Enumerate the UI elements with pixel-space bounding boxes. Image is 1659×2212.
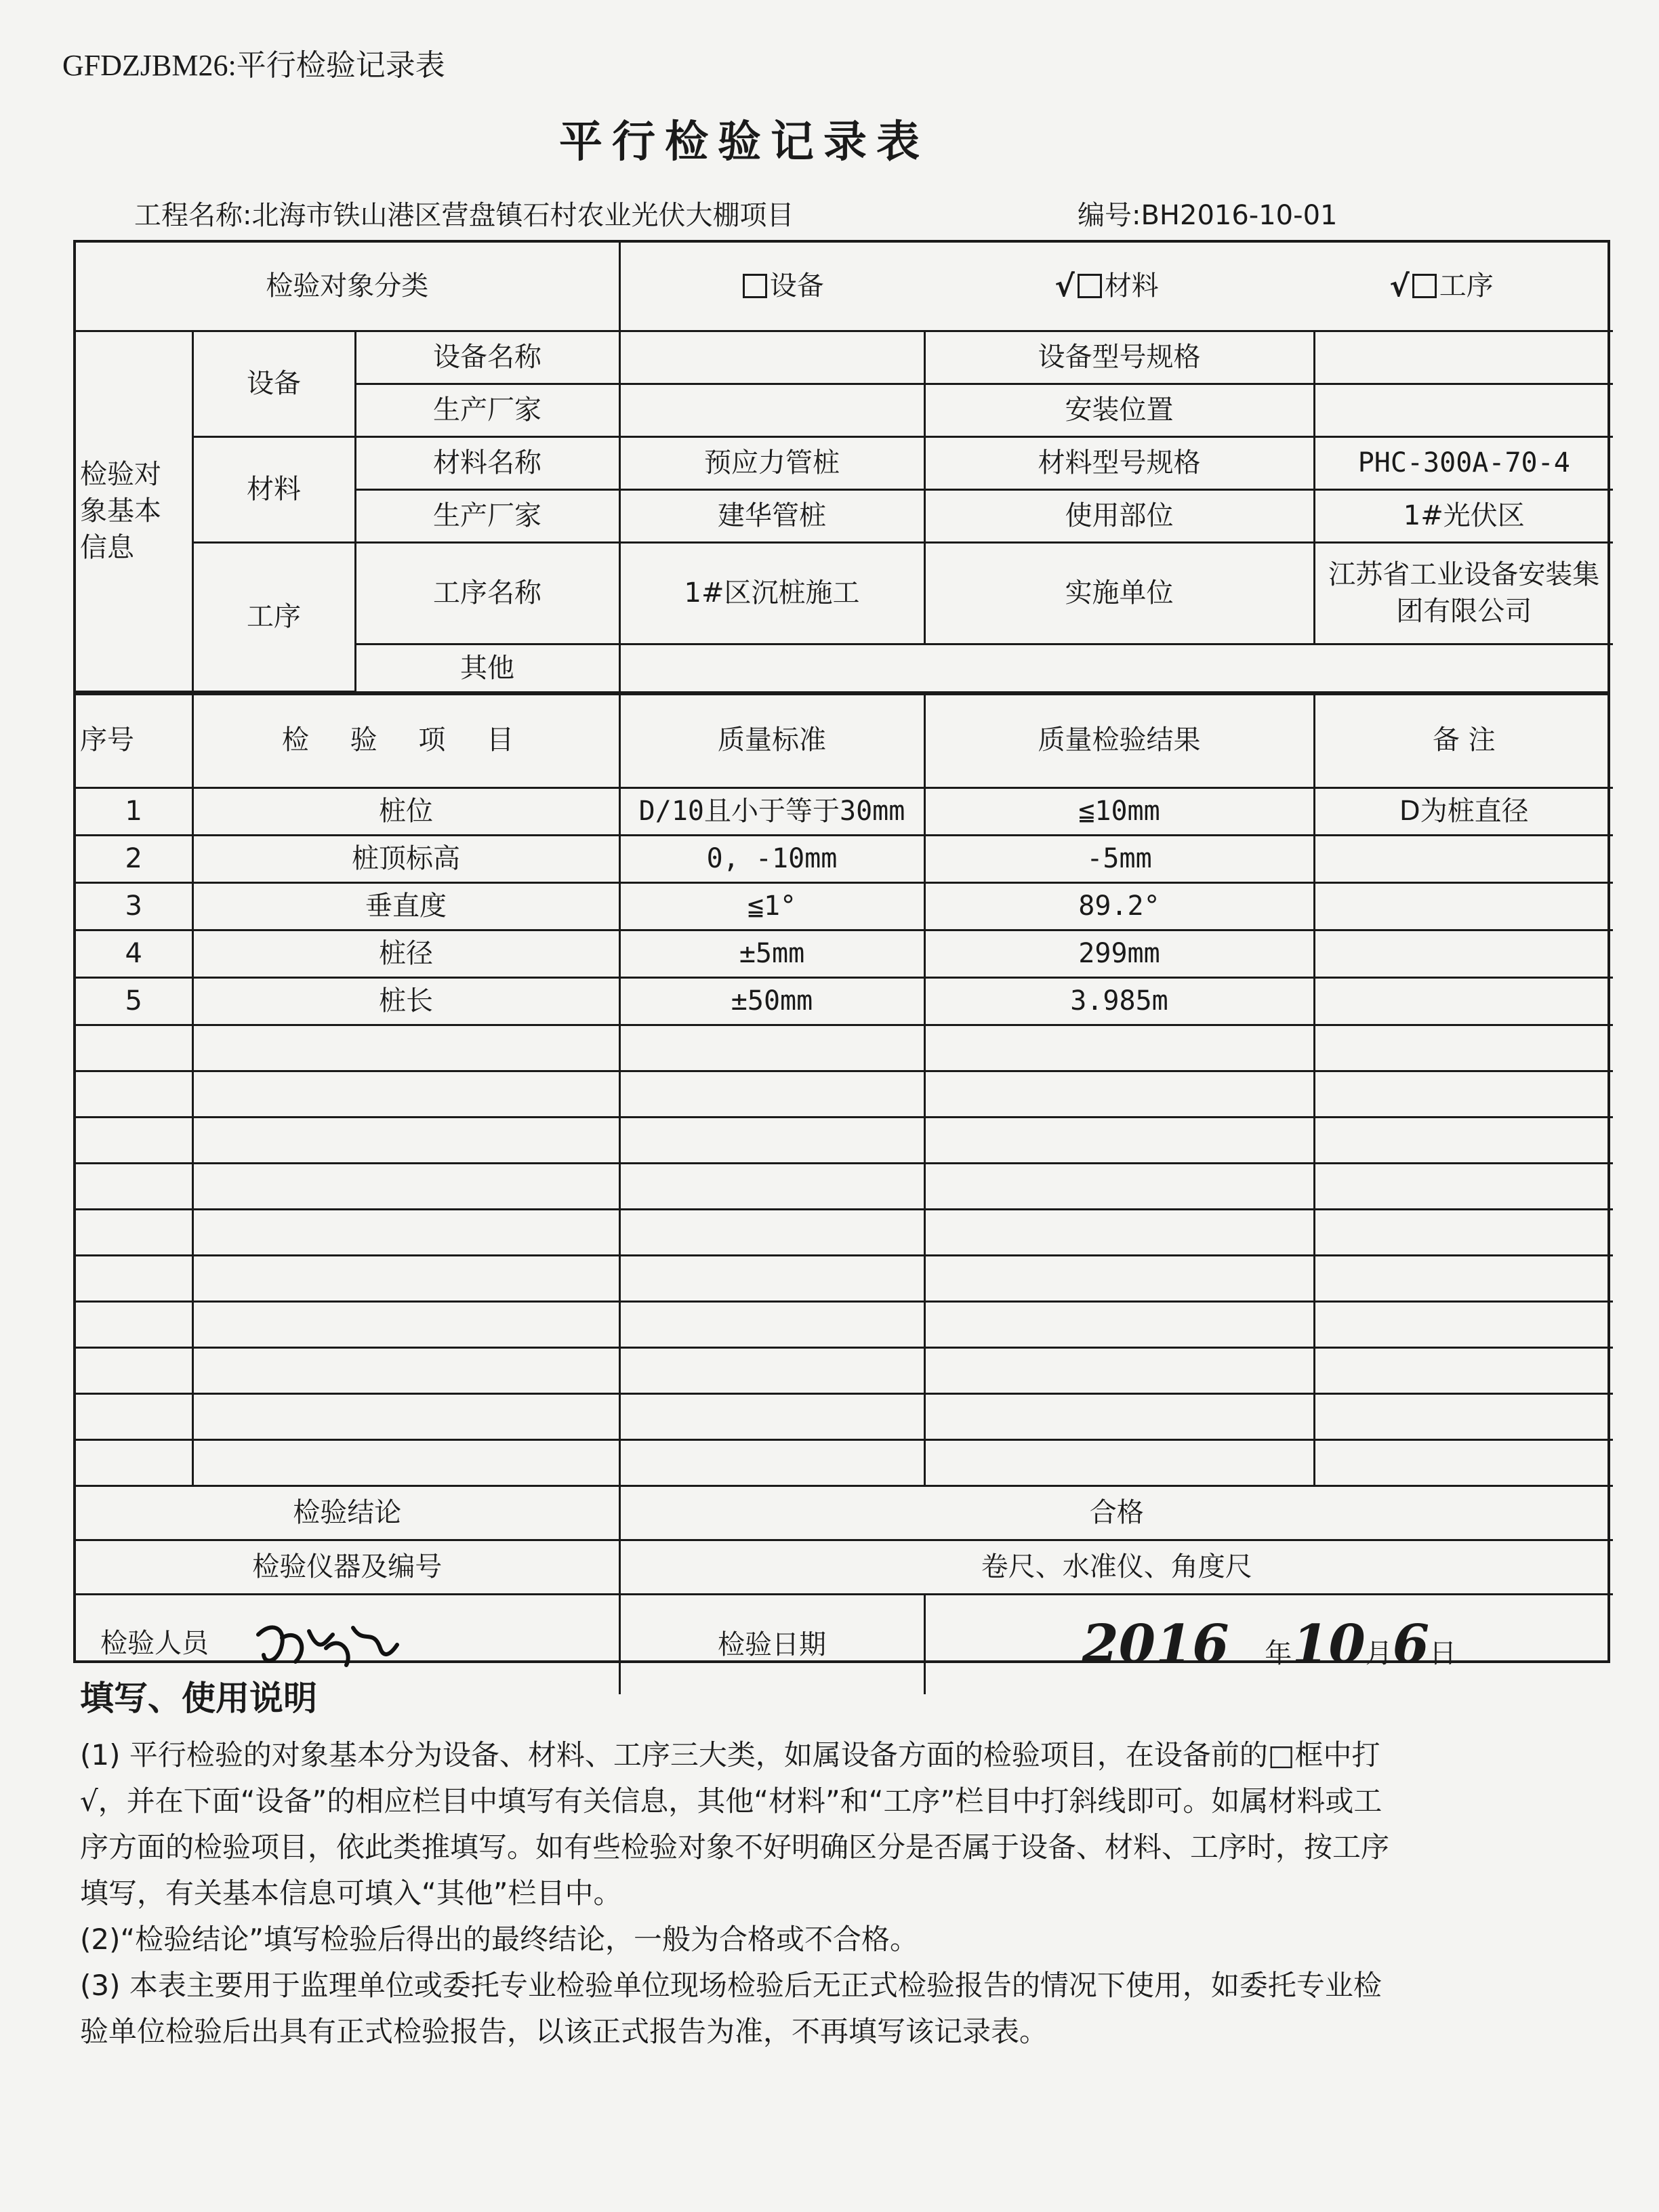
category-option-material[interactable]: √ 材料 <box>1054 266 1158 306</box>
table-row: 1 桩位 D/10且小于等于30mm ≦10mm D为桩直径 <box>76 787 1613 835</box>
material-use-label: 使用部位 <box>924 489 1314 542</box>
process-unit-value: 江苏省工业设备安装集团有限公司 <box>1314 542 1613 644</box>
material-group-label: 材料 <box>192 436 355 542</box>
instruments-value: 卷尺、水准仪、角度尺 <box>619 1540 1613 1594</box>
equipment-maker-value <box>619 384 924 436</box>
inspection-table <box>76 694 1613 1694</box>
project-line <box>134 194 794 232</box>
material-maker-value: 建华管桩 <box>619 489 924 542</box>
note-paragraph: (1) 平行检验的对象基本分为设备、材料、工序三大类，如属设备方面的检验项目，在设备前的□框中打√，并在下面“设备”的相应栏目中填写有关信息，其他“材料”和“工序”栏目中打斜线即可。如属材料或工序方面的检验项目，依此类推填写。如有些检验对象不好明确区分是否属于设备、材料、工序时，按工序填写，有关基本信息可填入“其他”栏目中。 <box>80 1738 1390 1910</box>
header-result: 质量检验结果 <box>924 694 1314 787</box>
date-label: 检验日期 <box>619 1594 924 1694</box>
material-model-label: 材料型号规格 <box>924 436 1314 489</box>
table-row: 5 桩长 ±50mm 3.985m <box>76 977 1613 1025</box>
empty-row <box>76 1301 1613 1347</box>
empty-row <box>76 1255 1613 1301</box>
empty-row <box>76 1025 1613 1071</box>
empty-row <box>76 1071 1613 1117</box>
process-unit-label: 实施单位 <box>924 542 1314 644</box>
date-year: 2016 <box>1082 1614 1229 1676</box>
check-mark: √ <box>1054 268 1075 304</box>
process-name-value: 1#区沉桩施工 <box>619 542 924 644</box>
check-mark: √ <box>1389 268 1410 304</box>
inspector-label: 检验人员 <box>100 1627 209 1659</box>
note-paragraph: (2)“检验结论”填写检验后得出的最终结论，一般为合格或不合格。 <box>80 1923 919 1956</box>
empty-row <box>76 1393 1613 1439</box>
notes-title: 填写、使用说明 <box>80 1679 317 1718</box>
empty-row <box>76 1163 1613 1209</box>
basic-info-label: 检验对象基本信息 <box>76 331 192 691</box>
conclusion-value: 合格 <box>619 1486 1613 1540</box>
checkbox-icon <box>743 274 767 298</box>
header-item: 检 验 项 目 <box>192 694 619 787</box>
material-model-value: PHC-300A-70-4 <box>1314 436 1613 489</box>
empty-row <box>76 1347 1613 1393</box>
header-seq: 序号 <box>76 694 192 787</box>
equipment-model-label: 设备型号规格 <box>924 331 1314 384</box>
equipment-maker-label: 生产厂家 <box>355 384 619 436</box>
date-day: 6 <box>1392 1614 1430 1676</box>
basic-info-table <box>76 243 1613 693</box>
equipment-location-label: 安装位置 <box>924 384 1314 436</box>
date-month: 10 <box>1292 1614 1366 1676</box>
empty-row <box>76 1117 1613 1163</box>
checkbox-icon <box>1078 274 1102 298</box>
equipment-name-label: 设备名称 <box>355 331 619 384</box>
page-title: 平行检验记录表 <box>559 117 929 167</box>
instruments-label: 检验仪器及编号 <box>76 1540 619 1594</box>
equipment-model-value <box>1314 331 1613 384</box>
material-name-label: 材料名称 <box>355 436 619 489</box>
project-name: 北海市铁山港区营盘镇石村农业光伏大棚项目 <box>251 200 794 231</box>
equipment-location-value <box>1314 384 1613 436</box>
equipment-group-label: 设备 <box>192 331 355 436</box>
empty-row <box>76 1439 1613 1486</box>
conclusion-label: 检验结论 <box>76 1486 619 1540</box>
table-row: 3 垂直度 ≦1° 89.2° <box>76 882 1613 930</box>
header-remark: 备 注 <box>1314 694 1613 787</box>
notes-body <box>80 1732 1401 2055</box>
material-use-value: 1#光伏区 <box>1314 489 1613 542</box>
header-standard: 质量标准 <box>619 694 924 787</box>
checkbox-icon <box>1412 274 1437 298</box>
process-other-value <box>619 644 1613 691</box>
date-value: 2016 年10月6日 <box>924 1594 1613 1694</box>
number-value: BH2016-10-01 <box>1141 200 1338 231</box>
empty-row <box>76 1209 1613 1255</box>
category-option-equipment[interactable]: 设备 <box>740 268 824 304</box>
equipment-name-value <box>619 331 924 384</box>
process-name-label: 工序名称 <box>355 542 619 644</box>
table-row: 2 桩顶标高 0, -10mm -5mm <box>76 835 1613 882</box>
material-maker-label: 生产厂家 <box>355 489 619 542</box>
category-label: 检验对象分类 <box>76 243 619 331</box>
number-label: 编号: <box>1078 200 1141 231</box>
note-paragraph: (3) 本表主要用于监理单位或委托专业检验单位现场检验后无正式检验报告的情况下使用，如委托专业检验单位检验后出具有正式检验报告，以该正式报告为准，不再填写该记录表。 <box>80 1969 1382 2048</box>
category-options <box>619 243 1613 331</box>
table-row: 4 桩径 ±5mm 299mm <box>76 930 1613 977</box>
process-other-label: 其他 <box>355 644 619 691</box>
document-code: GFDZJBM26:平行检验记录表 <box>62 49 445 82</box>
number-line <box>1078 194 1337 232</box>
material-name-value: 预应力管桩 <box>619 436 924 489</box>
project-label: 工程名称: <box>134 200 252 231</box>
process-group-label: 工序 <box>192 542 355 691</box>
basic-info-frame <box>73 240 1610 695</box>
inspection-frame <box>73 691 1610 1676</box>
category-option-process[interactable]: √ 工序 <box>1389 266 1493 306</box>
